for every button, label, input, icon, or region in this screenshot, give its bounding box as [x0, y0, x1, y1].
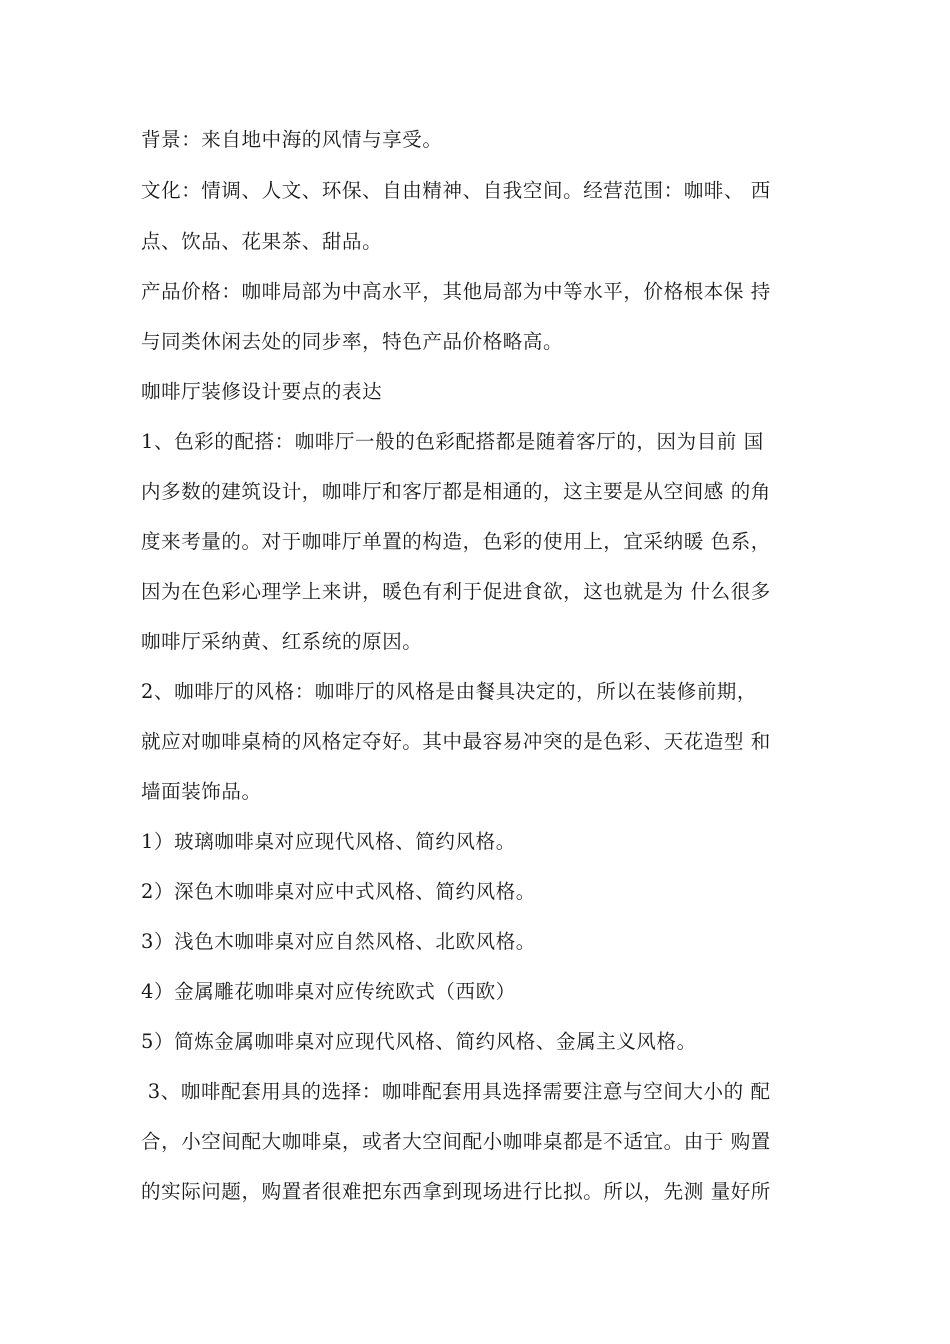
- list-item: 1）玻璃咖啡桌对应现代风格、简约风格。: [141, 830, 516, 853]
- text-line: 文化：情调、人文、环保、自由精神、自我空间。经营范围：咖啡、 西: [141, 179, 771, 202]
- text-line: 产品价格：咖啡局部为中高水平，其他局部为中等水平，价格根本保 持: [141, 280, 771, 303]
- text-line: 度来考量的。对于咖啡厅单置的构造，色彩的使用上，宜采纳暖 色系，: [141, 530, 771, 553]
- list-item: 5）简炼金属咖啡桌对应现代风格、简约风格、金属主义风格。: [141, 1030, 697, 1053]
- text-line: 与同类休闲去处的同步率，特色产品价格略高。: [141, 330, 564, 353]
- text-line: 咖啡厅采纳黄、红系统的原因。: [141, 630, 423, 653]
- list-item: 2）深色木咖啡桌对应中式风格、简约风格。: [141, 880, 536, 903]
- text-line: 就应对咖啡桌椅的风格定夺好。其中最容易冲突的是色彩、天花造型 和: [141, 730, 771, 753]
- list-item: 4）金属雕花咖啡桌对应传统欧式（西欧）: [141, 980, 516, 1003]
- text-line: 2、咖啡厅的风格：咖啡厅的风格是由餐具决定的，所以在装修前期，: [141, 680, 758, 703]
- text-line: 点、饮品、花果茶、甜品。: [141, 230, 383, 253]
- list-item: 3）浅色木咖啡桌对应自然风格、北欧风格。: [141, 930, 536, 953]
- text-line: 1、色彩的配搭：咖啡厅一般的色彩配搭都是随着客厅的，因为目前 国: [141, 430, 764, 453]
- text-line: 墙面装饰品。: [141, 780, 262, 803]
- section-heading: 咖啡厅装修设计要点的表达: [141, 380, 383, 403]
- text-line: 3、咖啡配套用具的选择：咖啡配套用具选择需要注意与空间大小的 配: [141, 1080, 771, 1103]
- text-line: 的实际问题，购置者很难把东西拿到现场进行比拟。所以，先测 量好所: [141, 1180, 771, 1203]
- text-line: 内多数的建筑设计，咖啡厅和客厅都是相通的，这主要是从空间感 的角: [141, 480, 771, 503]
- text-line: 因为在色彩心理学上来讲，暖色有利于促进食欲，这也就是为 什么很多: [141, 580, 771, 603]
- text-line: 背景：来自地中海的风情与享受。: [141, 128, 443, 151]
- text-line: 合，小空间配大咖啡桌，或者大空间配小咖啡桌都是不适宜。由于 购置: [141, 1130, 771, 1153]
